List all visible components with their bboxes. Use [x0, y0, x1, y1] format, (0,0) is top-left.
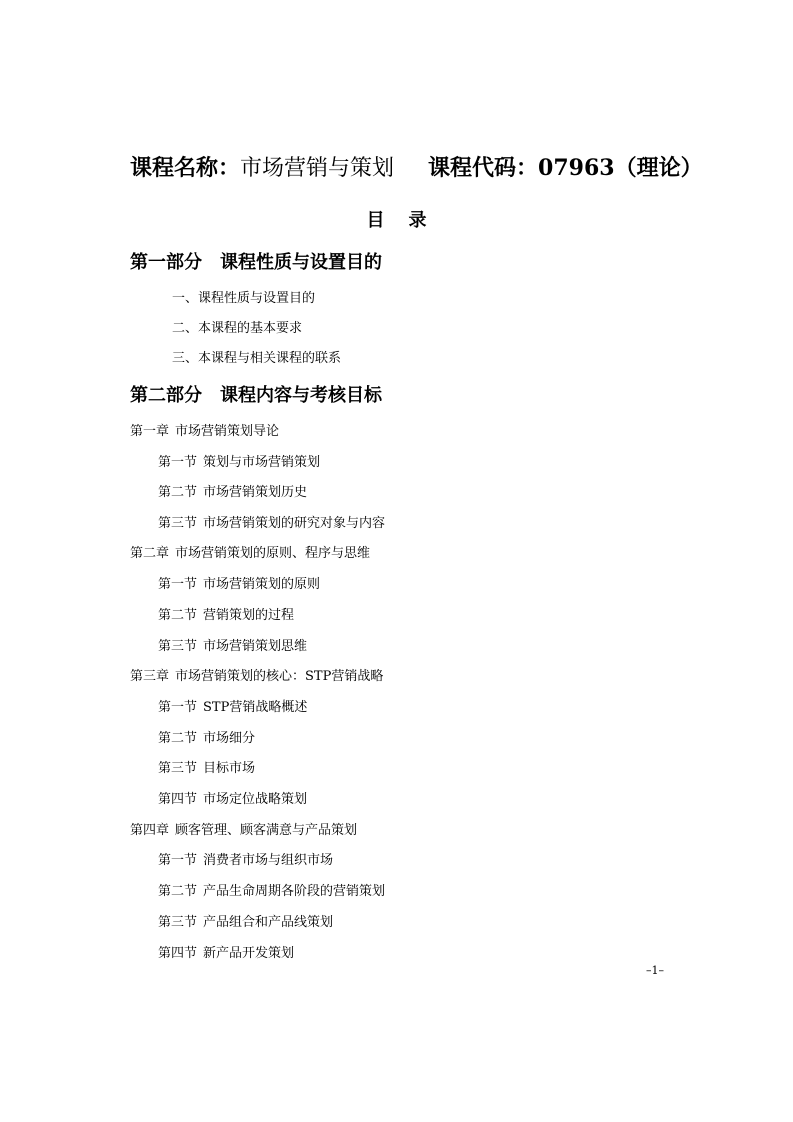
part1-item: 一、课程性质与设置目的 — [172, 291, 316, 306]
part2-title: 第二部分 — [130, 385, 202, 406]
section-title: 目标市场 — [203, 761, 256, 776]
section-number: 第三节 — [158, 516, 198, 531]
section-entry — [158, 481, 307, 500]
part1-title: 第一部分 — [130, 252, 202, 273]
section-number: 第一节 — [158, 700, 198, 715]
section-number: 第二节 — [158, 608, 198, 623]
chapter-entry — [130, 542, 370, 561]
part1-subtitle: 课程性质与设置目的 — [220, 252, 382, 273]
section-title: 消费者市场与组织市场 — [203, 853, 334, 868]
course-name: 市场营销与策划 — [240, 156, 395, 181]
part2-heading — [130, 381, 382, 407]
chapter-number: 第二章 — [130, 546, 170, 561]
section-title: 市场营销策划的原则 — [203, 577, 321, 592]
section-entry — [158, 849, 333, 868]
part2-subtitle: 课程内容与考核目标 — [220, 385, 382, 406]
section-entry — [158, 911, 333, 930]
section-number: 第三节 — [158, 915, 198, 930]
toc-title: 目录 — [366, 210, 451, 231]
section-number: 第三节 — [158, 761, 198, 776]
section-number: 第四节 — [158, 946, 198, 961]
chapter-title: 市场营销策划导论 — [175, 424, 280, 439]
section-title: 产品生命周期各阶段的营销策划 — [203, 884, 386, 899]
section-title: 市场定位战略策划 — [203, 792, 308, 807]
section-title: STP营销战略概述 — [203, 700, 308, 715]
chapter-number: 第四章 — [130, 823, 170, 838]
section-title: 策划与市场营销策划 — [203, 455, 321, 470]
section-number: 第四节 — [158, 792, 198, 807]
section-entry — [158, 880, 385, 899]
section-title: 产品组合和产品线策划 — [203, 915, 334, 930]
section-title: 新产品开发策划 — [203, 946, 295, 961]
section-entry — [158, 512, 385, 531]
chapter-entry — [130, 819, 357, 838]
section-title: 市场细分 — [203, 731, 256, 746]
section-entry — [158, 727, 255, 746]
part1-item: 三、本课程与相关课程的联系 — [172, 351, 342, 366]
section-number: 第一节 — [158, 455, 198, 470]
chapter-number: 第三章 — [130, 669, 170, 684]
course-header — [130, 151, 703, 182]
chapter-entry — [130, 420, 279, 439]
section-entry — [158, 573, 320, 592]
section-title: 市场营销策划历史 — [203, 485, 308, 500]
section-entry — [158, 757, 255, 776]
section-number: 第二节 — [158, 884, 198, 899]
section-number: 第一节 — [158, 577, 198, 592]
chapter-title: 顾客管理、顾客满意与产品策划 — [175, 823, 358, 838]
section-entry — [158, 788, 307, 807]
chapter-title: 市场营销策划的原则、程序与思维 — [175, 546, 371, 561]
chapter-title: 市场营销策划的核心：STP营销战略 — [175, 669, 384, 684]
chapter-entry — [130, 665, 383, 684]
section-number: 第二节 — [158, 485, 198, 500]
section-entry — [158, 451, 320, 470]
course-code-label: 课程代码： — [428, 155, 539, 181]
section-number: 第二节 — [158, 731, 198, 746]
part1-heading — [130, 248, 382, 274]
section-entry — [158, 942, 294, 961]
part1-item: 二、本课程的基本要求 — [172, 321, 303, 336]
page-number: –1– — [646, 964, 664, 977]
section-number: 第一节 — [158, 853, 198, 868]
section-entry — [158, 604, 294, 623]
section-title: 市场营销策划的研究对象与内容 — [203, 516, 386, 531]
section-entry — [158, 696, 307, 715]
chapter-number: 第一章 — [130, 424, 170, 439]
section-title: 市场营销策划思维 — [203, 639, 308, 654]
course-code: 07963（理论） — [538, 155, 703, 181]
section-number: 第三节 — [158, 639, 198, 654]
section-entry — [158, 635, 307, 654]
section-title: 营销策划的过程 — [203, 608, 295, 623]
course-name-label: 课程名称： — [130, 155, 241, 181]
